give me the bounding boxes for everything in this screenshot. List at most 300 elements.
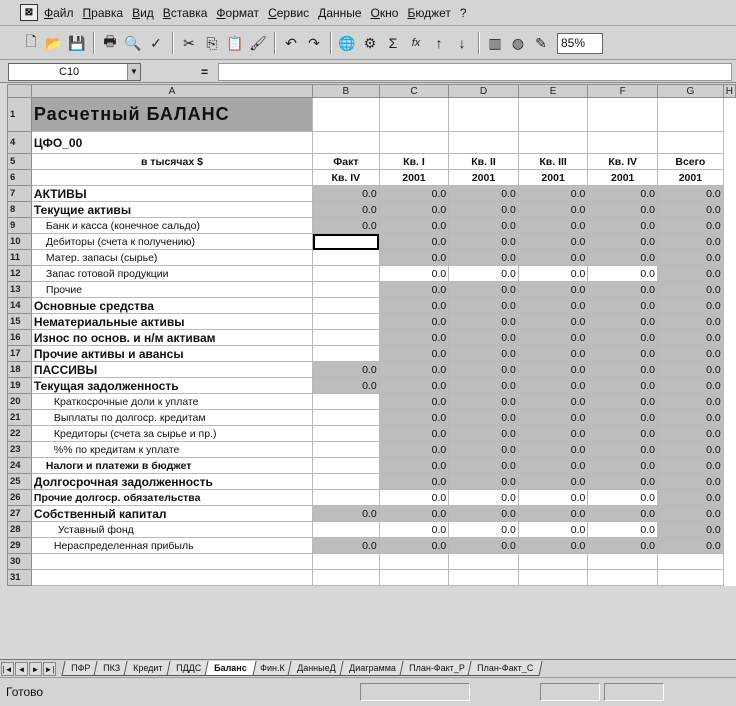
row-label[interactable]: Налоги и платежи в бюджет xyxy=(31,458,312,474)
autosum-icon[interactable]: Σ xyxy=(388,35,398,51)
cell-e[interactable]: 0.0 xyxy=(449,346,519,362)
cell-h[interactable]: 0.0 xyxy=(658,282,724,298)
column-header-a[interactable]: A xyxy=(31,85,312,98)
cell-h[interactable]: 0.0 xyxy=(658,394,724,410)
cell-g[interactable]: 0.0 xyxy=(588,442,658,458)
grid-cell[interactable] xyxy=(658,570,724,586)
year-header[interactable]: 2001 xyxy=(379,170,449,186)
grid-cell[interactable] xyxy=(313,98,380,132)
cell-c[interactable] xyxy=(313,314,380,330)
print-preview-icon[interactable]: 🔍 xyxy=(124,34,142,51)
cell-g[interactable]: 0.0 xyxy=(588,538,658,554)
row-label[interactable]: Нематериальные активы xyxy=(31,314,312,330)
last-sheet-icon[interactable]: ►| xyxy=(43,662,56,676)
print-icon[interactable]: 🖶 xyxy=(103,33,117,49)
row-header[interactable]: 7 xyxy=(8,186,32,202)
cell-e[interactable]: 0.0 xyxy=(449,282,519,298)
cell-d[interactable]: 0.0 xyxy=(379,346,449,362)
row-header[interactable]: 10 xyxy=(8,234,32,250)
cell-g[interactable]: 0.0 xyxy=(588,522,658,538)
cell-e[interactable]: 0.0 xyxy=(449,298,519,314)
cell-f[interactable]: 0.0 xyxy=(518,426,588,442)
open-folder-icon[interactable]: 📂 xyxy=(45,34,63,51)
sheet-title[interactable]: Расчетный БАЛАНС xyxy=(31,98,312,132)
cell-d[interactable]: 0.0 xyxy=(379,490,449,506)
cell-e[interactable]: 0.0 xyxy=(449,314,519,330)
grid-row xyxy=(8,266,736,282)
cell-c[interactable] xyxy=(313,474,380,490)
row-header[interactable]: 24 xyxy=(8,458,32,474)
cell-f[interactable]: 0.0 xyxy=(518,362,588,378)
cell-d[interactable]: 0.0 xyxy=(379,266,449,282)
cell-f[interactable]: 0.0 xyxy=(518,298,588,314)
grid-cell[interactable] xyxy=(379,98,449,132)
grid-row xyxy=(8,378,736,394)
row-label[interactable]: Текущие активы xyxy=(31,202,312,218)
row-header[interactable]: 6 xyxy=(8,170,32,186)
row-header[interactable]: 12 xyxy=(8,266,32,282)
row-header[interactable]: 25 xyxy=(8,474,32,490)
cell-e[interactable]: 0.0 xyxy=(449,506,519,522)
cell-f[interactable]: 0.0 xyxy=(518,522,588,538)
cell-e[interactable]: 0.0 xyxy=(449,234,519,250)
row-label[interactable]: Кредиторы (счета за сырье и пр.) xyxy=(31,426,312,442)
prev-sheet-icon[interactable]: ◄ xyxy=(15,662,28,676)
cell-g[interactable]: 0.0 xyxy=(588,362,658,378)
cell-e[interactable]: 0.0 xyxy=(449,218,519,234)
grid-row xyxy=(8,490,736,506)
row-header[interactable]: 1 xyxy=(8,98,32,132)
chart-wizard-icon[interactable]: ▥ xyxy=(488,34,502,51)
sheet-tab[interactable] xyxy=(204,661,256,676)
cell-h[interactable]: 0.0 xyxy=(658,458,724,474)
menu-edit[interactable]: Правка xyxy=(82,5,124,20)
grid-cell[interactable] xyxy=(518,98,588,132)
grid-cell[interactable] xyxy=(313,570,380,586)
cell-c[interactable]: 0.0 xyxy=(313,218,380,234)
cell-e[interactable]: 0.0 xyxy=(449,362,519,378)
grid-cell[interactable] xyxy=(449,570,519,586)
row-header[interactable]: 11 xyxy=(8,250,32,266)
menu-budget[interactable]: Бюджет xyxy=(407,5,451,20)
cell-g[interactable]: 0.0 xyxy=(588,426,658,442)
grid-cell[interactable] xyxy=(588,570,658,586)
select-all-corner[interactable] xyxy=(8,85,32,98)
cell-d[interactable]: 0.0 xyxy=(379,282,449,298)
cell-g[interactable]: 0.0 xyxy=(588,234,658,250)
paste-icon[interactable]: 📋 xyxy=(226,34,244,51)
period-header[interactable]: Всего xyxy=(658,154,724,170)
grid-cell[interactable] xyxy=(518,132,588,154)
cell-c[interactable] xyxy=(313,426,380,442)
cell-d[interactable]: 0.0 xyxy=(379,378,449,394)
row-header[interactable]: 4 xyxy=(8,132,32,154)
grid-cell[interactable] xyxy=(379,132,449,154)
year-header[interactable]: 2001 xyxy=(588,170,658,186)
row-label[interactable]: Основные средства xyxy=(31,298,312,314)
row-label[interactable]: Текущая задолженность xyxy=(31,378,312,394)
cell-h[interactable]: 0.0 xyxy=(658,234,724,250)
cell-f[interactable]: 0.0 xyxy=(518,394,588,410)
cell-h[interactable]: 0.0 xyxy=(658,346,724,362)
cell-d[interactable]: 0.0 xyxy=(379,186,449,202)
cell-e[interactable]: 0.0 xyxy=(449,186,519,202)
row-label[interactable]: Прочие долгоср. обязательства xyxy=(31,490,312,506)
cell-h[interactable]: 0.0 xyxy=(658,186,724,202)
row-header[interactable]: 23 xyxy=(8,442,32,458)
row-label[interactable]: Износ по основ. и н/м активам xyxy=(31,330,312,346)
cell-g[interactable]: 0.0 xyxy=(588,250,658,266)
grid-cell[interactable] xyxy=(31,170,312,186)
zoom-select[interactable]: 85% xyxy=(557,33,603,54)
row-header[interactable]: 21 xyxy=(8,410,32,426)
cell-c[interactable] xyxy=(313,234,380,250)
grid-cell[interactable] xyxy=(588,98,658,132)
cell-c[interactable]: 0.0 xyxy=(313,538,380,554)
row-label[interactable]: АКТИВЫ xyxy=(31,186,312,202)
row-label[interactable]: Выплаты по долгоср. кредитам xyxy=(31,410,312,426)
cell-g[interactable]: 0.0 xyxy=(588,458,658,474)
cell-h[interactable]: 0.0 xyxy=(658,202,724,218)
cell-h[interactable]: 0.0 xyxy=(658,538,724,554)
cell-c[interactable]: 0.0 xyxy=(313,378,380,394)
row-header[interactable]: 13 xyxy=(8,282,32,298)
menu-format[interactable]: Формат xyxy=(216,5,260,20)
cell-f[interactable]: 0.0 xyxy=(518,266,588,282)
row-label[interactable]: Прочие активы и авансы xyxy=(31,346,312,362)
year-header[interactable]: 2001 xyxy=(449,170,519,186)
formula-input[interactable] xyxy=(218,63,732,81)
cell-e[interactable]: 0.0 xyxy=(449,394,519,410)
formula-equals-button[interactable]: = xyxy=(201,64,209,79)
cell-e[interactable]: 0.0 xyxy=(449,490,519,506)
grid-row xyxy=(8,410,736,426)
cell-g[interactable]: 0.0 xyxy=(588,218,658,234)
cell-g[interactable]: 0.0 xyxy=(588,314,658,330)
cell-f[interactable]: 0.0 xyxy=(518,282,588,298)
cell-h[interactable]: 0.0 xyxy=(658,506,724,522)
grid-row xyxy=(8,458,736,474)
row-header[interactable]: 26 xyxy=(8,490,32,506)
cell-h[interactable]: 0.0 xyxy=(658,442,724,458)
row-label[interactable]: Собственный капитал xyxy=(31,506,312,522)
cell-h[interactable]: 0.0 xyxy=(658,522,724,538)
cell-c[interactable] xyxy=(313,298,380,314)
row-label[interactable]: Долгосрочная задолженность xyxy=(31,474,312,490)
cell-d[interactable]: 0.0 xyxy=(379,538,449,554)
cell-h[interactable]: 0.0 xyxy=(658,218,724,234)
row-header[interactable]: 9 xyxy=(8,218,32,234)
grid-row xyxy=(8,346,736,362)
period-header[interactable]: Кв. II xyxy=(449,154,519,170)
cell-f[interactable]: 0.0 xyxy=(518,314,588,330)
function-icon[interactable]: fx xyxy=(411,37,421,49)
redo-icon[interactable]: ↷ xyxy=(308,34,320,51)
cell-d[interactable]: 0.0 xyxy=(379,506,449,522)
cell-h[interactable]: 0.0 xyxy=(658,410,724,426)
cell-g[interactable]: 0.0 xyxy=(588,282,658,298)
cell-g[interactable]: 0.0 xyxy=(588,378,658,394)
cell-e[interactable]: 0.0 xyxy=(449,410,519,426)
grid-cell[interactable] xyxy=(658,132,724,154)
cfo-label[interactable]: ЦФО_00 xyxy=(31,132,312,154)
status-panel xyxy=(360,683,470,701)
row-header[interactable]: 20 xyxy=(8,394,32,410)
cell-d[interactable]: 0.0 xyxy=(379,234,449,250)
row-header[interactable]: 8 xyxy=(8,202,32,218)
menu-window[interactable]: Окно xyxy=(370,5,399,20)
row-header[interactable]: 5 xyxy=(8,154,32,170)
cell-c[interactable] xyxy=(313,266,380,282)
sheet-tab[interactable] xyxy=(288,661,346,676)
grid-cell[interactable] xyxy=(658,554,724,570)
cell-f[interactable]: 0.0 xyxy=(518,474,588,490)
column-header-d[interactable]: D xyxy=(449,85,519,98)
row-label[interactable]: Нераспределенная прибыль xyxy=(31,538,312,554)
cell-c[interactable] xyxy=(313,394,380,410)
grid-cell[interactable] xyxy=(449,132,519,154)
spelling-icon[interactable]: ✓ xyxy=(150,34,162,51)
row-header[interactable]: 17 xyxy=(8,346,32,362)
cell-g[interactable]: 0.0 xyxy=(588,474,658,490)
toolbar-separator xyxy=(330,32,332,54)
cell-c[interactable]: 0.0 xyxy=(313,506,380,522)
cell-e[interactable]: 0.0 xyxy=(449,250,519,266)
hyperlink-icon[interactable]: 🌐 xyxy=(338,34,356,51)
row-label[interactable]: %% по кредитам к уплате xyxy=(31,442,312,458)
cell-h[interactable]: 0.0 xyxy=(658,330,724,346)
cell-g[interactable]: 0.0 xyxy=(588,490,658,506)
cell-c[interactable] xyxy=(313,282,380,298)
grid-cell[interactable] xyxy=(31,570,312,586)
cell-f[interactable]: 0.0 xyxy=(518,202,588,218)
cell-h[interactable]: 0.0 xyxy=(658,378,724,394)
cell-h[interactable]: 0.0 xyxy=(658,314,724,330)
grid-cell[interactable] xyxy=(313,132,380,154)
row-label[interactable]: Уставный фонд xyxy=(31,522,312,538)
row-header[interactable]: 18 xyxy=(8,362,32,378)
cell-c[interactable] xyxy=(313,490,380,506)
undo-icon[interactable]: ↶ xyxy=(285,34,297,51)
cell-c[interactable] xyxy=(313,442,380,458)
row-header[interactable]: 31 xyxy=(8,570,32,586)
cell-c[interactable] xyxy=(313,330,380,346)
cell-h[interactable]: 0.0 xyxy=(658,266,724,282)
period-header[interactable]: Кв. I xyxy=(379,154,449,170)
grid-cell[interactable] xyxy=(379,570,449,586)
grid-cell[interactable] xyxy=(588,132,658,154)
cell-e[interactable]: 0.0 xyxy=(449,442,519,458)
cell-d[interactable]: 0.0 xyxy=(379,330,449,346)
row-label[interactable]: Матер. запасы (сырье) xyxy=(31,250,312,266)
cell-d[interactable]: 0.0 xyxy=(379,218,449,234)
grid-row xyxy=(8,554,736,570)
cell-e[interactable]: 0.0 xyxy=(449,330,519,346)
cell-c[interactable] xyxy=(313,522,380,538)
column-header-f[interactable]: F xyxy=(588,85,658,98)
cell-d[interactable]: 0.0 xyxy=(379,458,449,474)
menu-tools[interactable]: Сервис xyxy=(268,5,310,20)
sheet-tab[interactable] xyxy=(124,661,173,676)
cell-h[interactable]: 0.0 xyxy=(658,298,724,314)
cell-f[interactable]: 0.0 xyxy=(518,506,588,522)
status-panel xyxy=(604,683,664,701)
cell-g[interactable]: 0.0 xyxy=(588,330,658,346)
cell-c[interactable] xyxy=(313,458,380,474)
units-label[interactable]: в тысячах $ xyxy=(31,154,312,170)
menu-insert[interactable]: Вставка xyxy=(162,5,208,20)
grid-cell[interactable] xyxy=(449,98,519,132)
cell-f[interactable]: 0.0 xyxy=(518,250,588,266)
cell-e[interactable]: 0.0 xyxy=(449,378,519,394)
cell-f[interactable]: 0.0 xyxy=(518,458,588,474)
cell-g[interactable]: 0.0 xyxy=(588,410,658,426)
format-painter-icon[interactable]: 🖌 xyxy=(249,34,267,51)
row-label[interactable]: Прочие xyxy=(31,282,312,298)
row-header[interactable]: 22 xyxy=(8,426,32,442)
grid-cell[interactable] xyxy=(658,98,724,132)
cell-e[interactable]: 0.0 xyxy=(449,522,519,538)
cell-f[interactable]: 0.0 xyxy=(518,442,588,458)
row-header[interactable]: 15 xyxy=(8,314,32,330)
cell-g[interactable]: 0.0 xyxy=(588,506,658,522)
save-icon[interactable]: 💾 xyxy=(68,34,86,51)
chevron-down-icon[interactable]: ▼ xyxy=(127,64,140,80)
cell-c[interactable] xyxy=(313,410,380,426)
cell-d[interactable]: 0.0 xyxy=(379,426,449,442)
cell-h[interactable]: 0.0 xyxy=(658,474,724,490)
row-header[interactable]: 27 xyxy=(8,506,32,522)
grid-cell[interactable] xyxy=(518,570,588,586)
cell-e[interactable]: 0.0 xyxy=(449,266,519,282)
cell-f[interactable]: 0.0 xyxy=(518,346,588,362)
cell-e[interactable]: 0.0 xyxy=(449,474,519,490)
row-label[interactable]: Дебиторы (счета к получению) xyxy=(31,234,312,250)
year-header[interactable]: 2001 xyxy=(658,170,724,186)
cell-f[interactable]: 0.0 xyxy=(518,234,588,250)
column-header-h[interactable]: H xyxy=(723,85,735,98)
web-toolbar-icon[interactable]: ⚙ xyxy=(363,34,377,51)
cell-d[interactable]: 0.0 xyxy=(379,410,449,426)
cut-icon[interactable]: ✂ xyxy=(183,34,195,51)
cell-f[interactable]: 0.0 xyxy=(518,186,588,202)
cell-h[interactable]: 0.0 xyxy=(658,362,724,378)
name-box[interactable] xyxy=(8,63,141,81)
cell-c[interactable] xyxy=(313,346,380,362)
row-label[interactable]: Краткосрочные доли к уплате xyxy=(31,394,312,410)
sheet-tab[interactable] xyxy=(468,661,543,676)
drawing-icon[interactable]: ✎ xyxy=(535,34,547,51)
grid-cell[interactable] xyxy=(518,554,588,570)
cell-g[interactable]: 0.0 xyxy=(588,346,658,362)
row-header[interactable]: 30 xyxy=(8,554,32,570)
cell-d[interactable]: 0.0 xyxy=(379,250,449,266)
cell-g[interactable]: 0.0 xyxy=(588,394,658,410)
copy-icon[interactable]: ⎘ xyxy=(206,34,218,51)
column-header-e[interactable]: E xyxy=(518,85,588,98)
cell-e[interactable]: 0.0 xyxy=(449,538,519,554)
cell-c[interactable]: 0.0 xyxy=(313,362,380,378)
cell-f[interactable]: 0.0 xyxy=(518,410,588,426)
cell-d[interactable]: 0.0 xyxy=(379,442,449,458)
grid-cell[interactable] xyxy=(31,554,312,570)
period-header[interactable]: Факт xyxy=(313,154,380,170)
sheet-tab[interactable] xyxy=(399,661,474,676)
cell-f[interactable]: 0.0 xyxy=(518,218,588,234)
row-header[interactable]: 14 xyxy=(8,298,32,314)
first-sheet-icon[interactable]: |◄ xyxy=(1,662,14,676)
grid-row xyxy=(8,154,736,170)
grid-cell[interactable] xyxy=(313,554,380,570)
cell-d[interactable]: 0.0 xyxy=(379,202,449,218)
cell-c[interactable]: 0.0 xyxy=(313,202,380,218)
row-label[interactable]: ПАССИВЫ xyxy=(31,362,312,378)
cell-g[interactable]: 0.0 xyxy=(588,186,658,202)
sheet-tab[interactable] xyxy=(339,661,405,676)
cell-e[interactable]: 0.0 xyxy=(449,426,519,442)
sort-descending-icon[interactable]: ↓ xyxy=(458,35,466,51)
cell-f[interactable]: 0.0 xyxy=(518,330,588,346)
cell-h[interactable]: 0.0 xyxy=(658,426,724,442)
excel-app-icon[interactable]: ⊠ xyxy=(20,4,38,21)
cell-e[interactable]: 0.0 xyxy=(449,458,519,474)
cell-d[interactable]: 0.0 xyxy=(379,314,449,330)
cell-e[interactable]: 0.0 xyxy=(449,202,519,218)
row-header[interactable]: 29 xyxy=(8,538,32,554)
menu-data[interactable]: Данные xyxy=(318,5,362,20)
cell-g[interactable]: 0.0 xyxy=(588,266,658,282)
sort-ascending-icon[interactable]: ↑ xyxy=(435,35,443,51)
grid-cell[interactable] xyxy=(449,554,519,570)
cell-h[interactable]: 0.0 xyxy=(658,250,724,266)
cell-f[interactable]: 0.0 xyxy=(518,378,588,394)
toolbar-separator xyxy=(274,32,276,54)
cell-f[interactable]: 0.0 xyxy=(518,490,588,506)
cell-c[interactable]: 0.0 xyxy=(313,186,380,202)
row-header[interactable]: 19 xyxy=(8,378,32,394)
cell-f[interactable]: 0.0 xyxy=(518,538,588,554)
row-header[interactable]: 16 xyxy=(8,330,32,346)
cell-d[interactable]: 0.0 xyxy=(379,474,449,490)
cell-d[interactable]: 0.0 xyxy=(379,522,449,538)
map-icon[interactable]: ◍ xyxy=(511,34,525,51)
new-file-icon[interactable]: 🗋 xyxy=(25,33,37,49)
period-header[interactable]: Кв. IV xyxy=(588,154,658,170)
row-label[interactable]: Запас готовой продукции xyxy=(31,266,312,282)
column-header-g[interactable]: G xyxy=(658,85,724,98)
menu-file[interactable]: Файл xyxy=(44,5,74,20)
cell-d[interactable]: 0.0 xyxy=(379,394,449,410)
menu-view[interactable]: Вид xyxy=(132,5,154,20)
row-label[interactable]: Банк и касса (конечное сальдо) xyxy=(31,218,312,234)
cell-d[interactable]: 0.0 xyxy=(379,362,449,378)
grid-cell[interactable] xyxy=(588,554,658,570)
grid-cell[interactable] xyxy=(379,554,449,570)
cell-g[interactable]: 0.0 xyxy=(588,202,658,218)
period-header[interactable]: Кв. III xyxy=(518,154,588,170)
next-sheet-icon[interactable]: ► xyxy=(29,662,42,676)
cell-d[interactable]: 0.0 xyxy=(379,298,449,314)
cell-g[interactable]: 0.0 xyxy=(588,298,658,314)
year-header[interactable]: Кв. IV xyxy=(313,170,380,186)
cell-h[interactable]: 0.0 xyxy=(658,490,724,506)
year-header[interactable]: 2001 xyxy=(518,170,588,186)
cell-c[interactable] xyxy=(313,250,380,266)
column-header-c[interactable]: C xyxy=(379,85,449,98)
row-header[interactable]: 28 xyxy=(8,522,32,538)
menu-help[interactable]: ? xyxy=(459,5,467,20)
column-header-b[interactable]: B xyxy=(313,85,380,98)
